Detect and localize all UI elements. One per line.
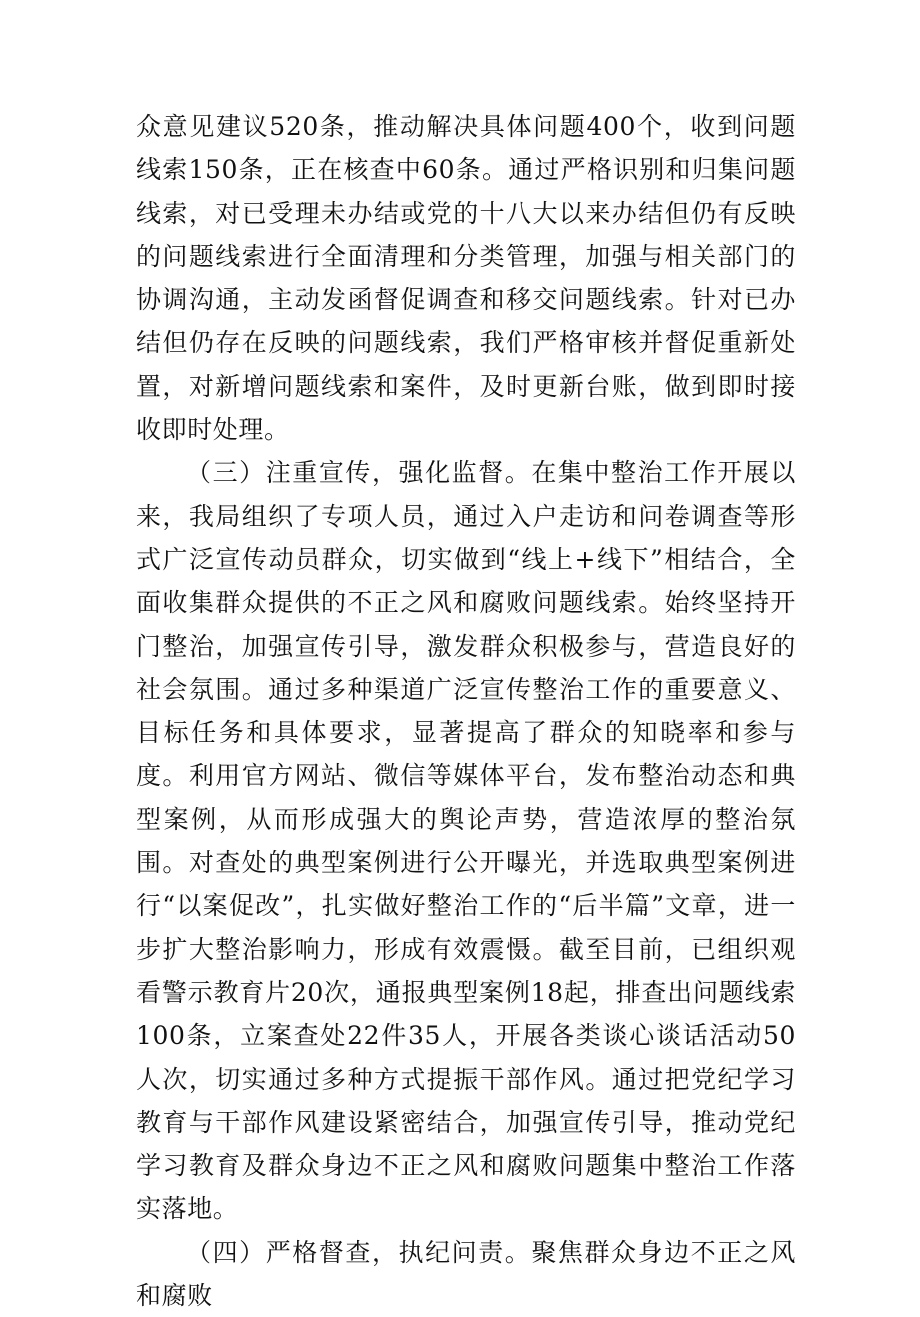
paragraph-3: （四）严格督查，执纪问责。聚焦群众身边不正之风和腐败 <box>136 1237 796 1311</box>
document-body <box>136 105 796 1317</box>
paragraph-2: （三）注重宣传，强化监督。在集中整治工作开展以来，我局组织了专项人员，通过入户走访和问卷调查等形式广泛宣传动员群众，切实做到“线上+线下”相结合，全面收集群众提供的不正之风和腐败问题线索。始终坚持开门整治，加强宣传引导，激发群众积极参与，营造良好的社会氛围。通过多种渠道广泛宣传整治工作的重要意义、目标任务和具体要求，显著提高了群众的知晓率和参与度。利用官方网站、微信等媒体平台，发布整治动态和典型案例，从而形成强大的舆论声势，营造浓厚的整治氛围。对查处的典型案例进行公开曝光，并选取典型案例进行“以案促改”，扎实做好整治工作的“后半篇”文章，进一步扩大整治影响力，形成有效震慑。截至目前，已组织观看警示教育片20次，通报典型案例18起，排查出问题线索100条，立案查处22件35人，开展各类谈心谈话活动50人次，切实通过多种方式提振干部作风。通过把党纪学习教育与干部作风建设紧密结合，加强宣传引导，推动党纪学习教育及群众身边不正之风和腐败问题集中整治工作落实落地。 <box>136 458 796 1224</box>
paragraph-1: 众意见建议520条，推动解决具体问题400个，收到问题线索150条，正在核查中60条。通过严格识别和归集问题线索，对已受理未办结或党的十八大以来办结但仍有反映的问题线索进行全面清理和分类管理，加强与相关部门的协调沟通，主动发函督促调查和移交问题线索。针对已办结但仍存在反映的问题线索，我们严格审核并督促重新处置，对新增问题线索和案件，及时更新台账，做到即时接收即时处理。 <box>136 112 796 445</box>
